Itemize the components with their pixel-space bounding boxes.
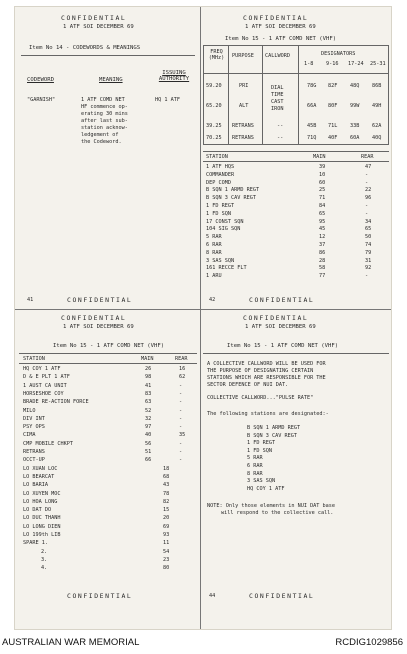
panel42-station-rear: 92 <box>365 265 372 272</box>
panel43-station-name: HORSESHOE COY <box>23 390 64 397</box>
panel43-station-name: LO BEARCAT <box>23 473 55 480</box>
panel42-station-main: 25 <box>319 187 326 194</box>
panel42-freq-3: 70.25 <box>206 135 222 141</box>
panel43-station-rear: - <box>179 390 183 397</box>
panel43-station-name: PSY OPS <box>23 424 45 431</box>
panel43-station-rear: 16 <box>179 366 186 372</box>
panel42-station-main: 39 <box>319 164 326 170</box>
panel42-station-main: 86 <box>319 249 326 256</box>
panel42-desig-2-2: 33B <box>350 123 360 129</box>
panel42-col-station: STATION <box>206 154 228 160</box>
panel41-meaning-0: 1 ATF COMD NET <box>81 97 125 103</box>
panel42-station-main: 12 <box>319 234 326 241</box>
horizontal-divider <box>15 309 391 310</box>
panel42-purpose-2: RETRANS <box>232 123 254 129</box>
panel44-header: 1 ATF SOI DECEMBER 69 <box>245 324 316 330</box>
panel42-callword-2: CAST <box>271 99 284 105</box>
panel43-station-rear: - <box>179 415 183 422</box>
panel43-station-main: 97 <box>145 424 152 431</box>
panel41-authority: HQ 1 ATF <box>155 97 180 103</box>
panel44-title: Item No 15 - 1 ATF COMD NET (VHF) <box>227 343 339 349</box>
panel42-station-rear: 74 <box>365 242 372 248</box>
panel42-purpose-3: RETRANS <box>232 135 254 141</box>
panel41-meaning-4: station acknow- <box>81 125 128 131</box>
panel43-station-main: 52 <box>145 407 152 414</box>
panel44-designated-station: HQ COY 1 ATF <box>247 485 285 492</box>
panel43-station-main: 93 <box>163 532 170 538</box>
panel42-station-name: 1 ARU <box>206 273 222 280</box>
panel41-codeword: "GARNISH" <box>27 97 56 103</box>
panel42-station-rear: 50 <box>365 234 372 241</box>
panel43-station-rear: - <box>179 382 183 389</box>
panel43-station-name: OCCT-UP <box>23 457 45 464</box>
panel42-station-name: 5 RAR <box>206 234 222 241</box>
archive-footer <box>0 632 407 654</box>
panel42-station-rear: - <box>365 210 369 217</box>
panel42-station-main: 71 <box>319 195 326 202</box>
panel42-station-rear: 47 <box>365 164 372 170</box>
panel42-station-rear: 96 <box>365 195 372 202</box>
panel41-col-meaning: MEANING <box>99 77 123 83</box>
panel43-station-main: 54 <box>163 548 170 555</box>
panel42-station-name: 3 SAS SQN <box>206 257 235 264</box>
panel42-station-rear: 34 <box>365 218 372 225</box>
panel42-col-designators: DESIGNATORS <box>321 51 356 57</box>
panel43-col-station: STATION <box>23 356 45 362</box>
panel42-col-callword: CALLWORD <box>265 53 290 59</box>
panel43-title: Item No 15 - 1 ATF COMD NET (VHF) <box>53 343 165 349</box>
panel41-meaning-5: ledgement of <box>81 132 119 138</box>
panel43-station-name: CMP MOBILE CHKPT <box>23 440 73 447</box>
panel44-designated-station: 3 SAS SQN <box>247 478 276 485</box>
panel42-station-rear: 79 <box>365 249 372 256</box>
panel43-station-main: 20 <box>163 515 170 522</box>
panel42-callword-1: TIME <box>271 92 284 98</box>
panel43-station-main: 98 <box>145 374 152 381</box>
panel44-confidential-bottom: CONFIDENTIAL <box>249 592 315 600</box>
panel42-desig-1-0: 66A <box>307 103 317 109</box>
panel42-desig-1-1: 80F <box>328 103 338 109</box>
panel43-station-name: HQ COY 1 ATF <box>23 366 61 372</box>
panel41-title: Item No 14 - CODEWORDS & MEANINGS <box>29 45 141 51</box>
panel43-station-rear: 35 <box>179 432 186 439</box>
panel43-station-rear: - <box>179 399 183 406</box>
panel43-station-rear: 62 <box>179 374 186 381</box>
panel42-desig-3-3: 40Q <box>372 135 382 141</box>
panel41-meaning-3: after last sub- <box>81 118 128 124</box>
panel43-station-main: 15 <box>163 507 170 514</box>
panel42-col-freq: FREQ (MHz) <box>208 49 225 62</box>
panel44-note-0: NOTE: Only those elements in NUI DAT base <box>207 503 336 509</box>
panel42-desig-0-3: 86B <box>372 83 382 89</box>
panel42-station-name: DEP COMD <box>206 179 231 186</box>
panel44-designated-station: 6 RAR <box>247 463 263 469</box>
panel42-station-rear: - <box>365 273 369 280</box>
panel43-station-main: 69 <box>163 523 170 530</box>
panel43-station-rear: - <box>179 449 183 455</box>
panel43-station-main: 83 <box>145 390 152 397</box>
panel43-station-rear: - <box>179 457 183 464</box>
panel42-station-name: 1 FD REGT <box>206 203 235 209</box>
panel43-station-name: D & E PLT 1 ATF <box>23 374 70 381</box>
panel43-station-main: 78 <box>163 490 170 497</box>
panel42-station-rear: 65 <box>365 226 372 233</box>
panel42-desig-1-2: 99W <box>350 103 360 109</box>
panel42-freq-2: 39.25 <box>206 123 222 129</box>
panel42-callword-2-dash: -- <box>277 123 284 129</box>
panel44-collective-callword: COLLECTIVE CALLWORD..."PULSE RATE" <box>207 395 314 401</box>
panel42-station-rear: - <box>365 203 369 209</box>
panel42-header: 1 ATF SOI DECEMBER 69 <box>245 24 316 30</box>
panel43-station-main: 41 <box>145 382 152 389</box>
panel42-desig-3-0: 71Q <box>307 135 317 141</box>
panel43-station-main: 32 <box>145 415 152 422</box>
panel44-confidential-top: CONFIDENTIAL <box>243 314 309 322</box>
panel43-station-rear: - <box>179 407 183 414</box>
panel42-station-name: 1 FD SQN <box>206 210 231 217</box>
panel43-station-main: 11 <box>163 540 170 547</box>
panel43-header: 1 ATF SOI DECEMBER 69 <box>63 324 134 330</box>
panel41-meaning-1: HF commence op- <box>81 104 128 110</box>
panel42-desig-range-1: 9-16 <box>326 61 339 67</box>
panel42-confidential-bottom: CONFIDENTIAL <box>249 296 315 304</box>
panel43-station-name: 4. <box>41 565 48 572</box>
panel42-desig-range-3: 25-31 <box>370 61 386 67</box>
panel43-confidential-top: CONFIDENTIAL <box>61 314 127 322</box>
panel43-station-rear: - <box>179 440 183 447</box>
panel42-desig-2-1: 71L <box>328 123 338 129</box>
panel42-station-name: 1 ATF HQS <box>206 164 235 170</box>
panel43-col-rear: REAR <box>175 356 188 362</box>
panel42-station-rear: 22 <box>365 187 372 194</box>
panel42-col-purpose: PURPOSE <box>232 53 254 59</box>
panel42-page-number: 42 <box>209 297 216 303</box>
panel42-desig-0-2: 48Q <box>350 83 360 89</box>
panel44-para-1: THE PURPOSE OF DESIGNATING CERTAIN <box>207 368 314 374</box>
panel43-station-name: LO BARIA <box>23 482 48 489</box>
panel42-station-name: 17 CONST SQN <box>206 218 244 225</box>
panel41-col-issuing: ISSUING AUTHORITY <box>158 70 190 83</box>
archive-id: RCDIG1029856 <box>335 637 403 648</box>
panel43-station-main: 63 <box>145 399 152 406</box>
panel44-designated-station: 1 FD SQN <box>247 447 272 454</box>
panel41-col-codeword: CODEWORD <box>27 77 54 83</box>
panel44-para-3: SECTOR DEFENCE OF NUI DAT. <box>207 382 289 388</box>
panel43-station-name: CIMA <box>23 432 36 439</box>
panel43-station-name: LO DUC THANH <box>23 515 61 522</box>
panel42-station-main: 65 <box>319 210 326 217</box>
panel42-desig-0-0: 78G <box>307 83 317 89</box>
panel43-station-main: 68 <box>163 473 170 480</box>
panel43-station-main: 18 <box>163 465 170 472</box>
panel42-col-rear: REAR <box>361 154 374 160</box>
panel43-station-rear: - <box>179 424 183 431</box>
archive-name: AUSTRALIAN WAR MEMORIAL <box>2 637 140 648</box>
panel42-station-name: 161 RECCE FLT <box>206 265 247 272</box>
panel42-station-name: 8 RAR <box>206 249 222 256</box>
panel43-station-main: 23 <box>163 556 170 563</box>
panel42-station-main: 84 <box>319 203 326 209</box>
panel42-freq-1: 65.20 <box>206 103 222 109</box>
panel42-callword-0: DIAL <box>271 85 284 91</box>
panel41-confidential-top: CONFIDENTIAL <box>61 14 127 22</box>
panel44-page-number: 44 <box>209 593 216 599</box>
panel43-station-main: 66 <box>145 457 152 464</box>
panel43-station-name: LO LONG DIEN <box>23 523 61 530</box>
panel42-desig-1-3: 49H <box>372 103 382 109</box>
panel44-designated-station: 1 FD REGT <box>247 440 276 447</box>
panel42-desig-range-0: 1-8 <box>304 61 314 67</box>
panel42-station-main: 10 <box>319 171 326 178</box>
panel41-meaning-2: erating 30 mins <box>81 111 128 117</box>
panel42-station-rear: - <box>365 179 369 186</box>
panel42-desig-2-3: 62A <box>372 123 382 129</box>
panel44-designated-station: 8 RAR <box>247 470 263 477</box>
panel42-station-main: 60 <box>319 179 326 186</box>
panel44-designated-station: B SQN 1 ARMD REGT <box>247 425 301 431</box>
panel43-station-name: 1 AUST CA UNIT <box>23 382 67 389</box>
panel41-header: 1 ATF SOI DECEMBER 69 <box>63 24 134 30</box>
panel43-col-main: MAIN <box>141 356 154 362</box>
panel42-station-name: B SQN 3 CAV REGT <box>206 195 256 202</box>
panel42-station-rear: - <box>365 171 369 178</box>
panel43-station-main: 56 <box>145 440 152 447</box>
panel44-designated-station: 5 RAR <box>247 455 263 462</box>
panel43-station-name: LO HOA LONG <box>23 498 58 505</box>
panel42-station-rear: 31 <box>365 257 372 264</box>
panel43-station-name: LO 199th LIB <box>23 532 61 538</box>
panel42-station-main: 58 <box>319 265 326 272</box>
panel43-station-name: 2. <box>41 548 48 555</box>
document-sheet <box>14 6 392 630</box>
vertical-divider <box>200 7 201 629</box>
panel42-callword-3: IRON <box>271 106 284 112</box>
panel42-station-main: 28 <box>319 257 326 264</box>
panel43-station-main: 43 <box>163 482 170 489</box>
panel43-station-name: RETRANS <box>23 449 45 455</box>
panel43-station-name: MILO <box>23 407 36 414</box>
panel42-station-main: 77 <box>319 273 326 280</box>
panel43-station-name: LO XUAN LOC <box>23 465 58 472</box>
panel43-station-name: BRADE RE-ACTION FORCE <box>23 399 89 406</box>
panel43-station-main: 51 <box>145 449 152 455</box>
panel43-station-name: LO DAT DO <box>23 507 52 514</box>
panel44-para-2: STATIONS WHICH ARE RESPONSIBLE FOR THE <box>207 375 326 381</box>
panel42-desig-2-0: 45B <box>307 123 317 129</box>
panel43-station-main: 26 <box>145 366 152 372</box>
panel42-station-main: 95 <box>319 218 326 225</box>
panel43-confidential-bottom: CONFIDENTIAL <box>67 592 133 600</box>
panel43-station-main: 82 <box>163 498 170 505</box>
panel43-station-name: DIV INT <box>23 415 45 422</box>
panel42-col-main: MAIN <box>313 154 326 160</box>
panel43-station-main: 40 <box>145 432 152 439</box>
panel42-freq-0: 59.20 <box>206 83 222 89</box>
panel43-station-main: 80 <box>163 565 170 572</box>
panel44-designated-intro: The following stations are designated:- <box>207 411 329 417</box>
panel42-desig-3-2: 60A <box>350 135 360 141</box>
panel43-station-name: 3. <box>41 556 48 563</box>
panel41-page-number: 41 <box>27 297 34 303</box>
panel42-confidential-top: CONFIDENTIAL <box>243 14 309 22</box>
panel43-station-name: SPARE 1. <box>23 540 48 547</box>
panel42-title: Item No 15 - 1 ATF COMD NET (VHF) <box>225 36 337 42</box>
panel42-purpose-0: PRI <box>239 83 249 89</box>
panel42-desig-3-1: 40F <box>328 135 338 141</box>
panel41-table <box>21 55 195 285</box>
panel42-station-main: 37 <box>319 242 326 248</box>
panel42-station-name: 104 SIG SQN <box>206 226 241 233</box>
panel44-note-1: will respond to the collective call. <box>221 510 334 516</box>
panel41-meaning-6: the Codeword. <box>81 139 122 145</box>
panel42-station-name: 6 RAR <box>206 242 222 248</box>
panel42-callword-3-dash: -- <box>277 135 284 141</box>
panel43-station-name: LO XUYEN MOC <box>23 490 61 497</box>
panel41-confidential-bottom: CONFIDENTIAL <box>67 296 133 304</box>
panel42-purpose-1: ALT <box>239 103 249 109</box>
panel42-desig-range-2: 17-24 <box>348 61 364 67</box>
panel44-para-0: A COLLECTIVE CALLWORD WILL BE USED FOR <box>207 361 326 367</box>
panel42-station-name: COMMANDER <box>206 171 235 178</box>
panel42-station-main: 45 <box>319 226 326 233</box>
panel42-station-name: B SQN 1 ARMD REGT <box>206 187 260 194</box>
panel42-desig-0-1: 82F <box>328 83 338 89</box>
panel44-designated-station: B SQN 3 CAV REGT <box>247 432 297 439</box>
